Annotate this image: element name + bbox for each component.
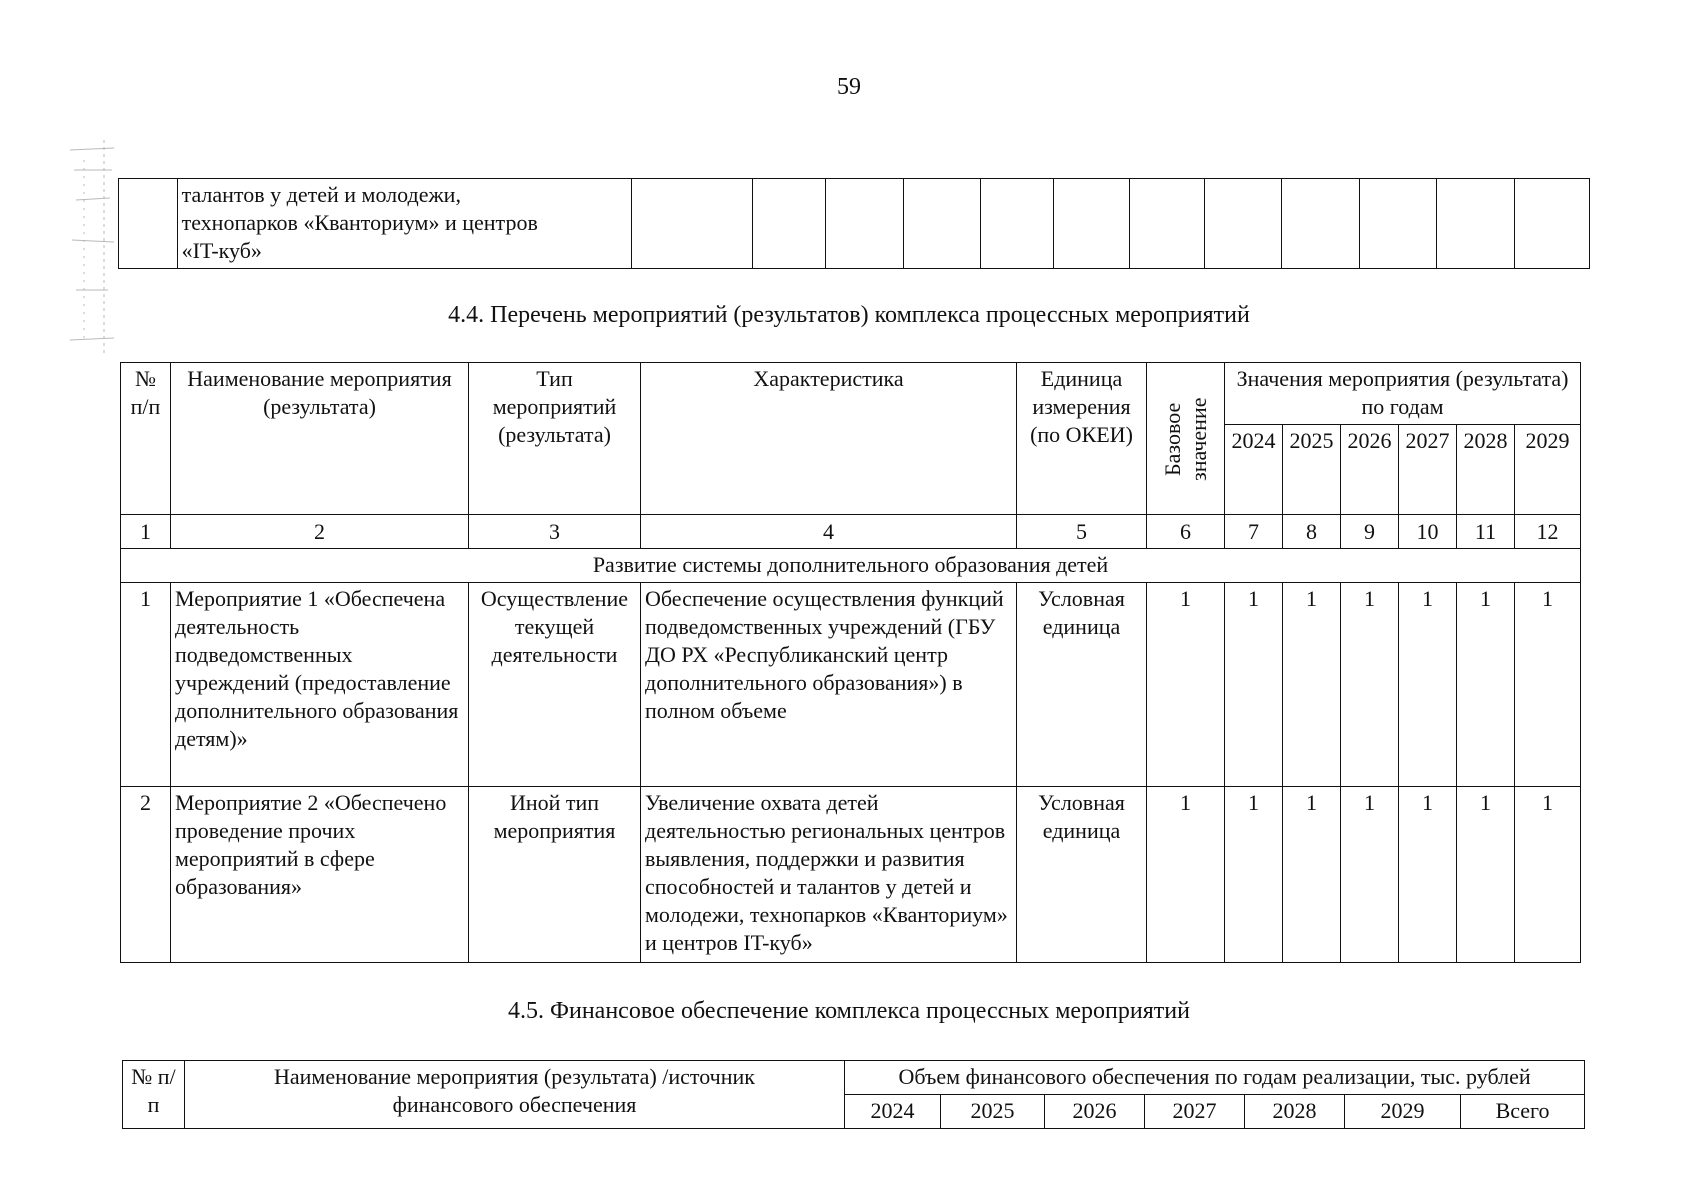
column-index: 4 [641, 515, 1017, 549]
continuation-num-cell [119, 179, 178, 269]
row-base: 1 [1147, 787, 1225, 963]
row-value: 1 [1341, 583, 1399, 787]
row-base: 1 [1147, 583, 1225, 787]
row-unit: Условная единица [1017, 787, 1147, 963]
continuation-table [118, 178, 1590, 269]
column-index: 6 [1147, 515, 1225, 549]
column-index: 2 [171, 515, 469, 549]
row-type: Осуществление текущей деятельности [469, 583, 641, 787]
row-value: 1 [1457, 583, 1515, 787]
finance-header-year: 2029 [1345, 1095, 1461, 1129]
page-number: 59 [837, 74, 861, 100]
empty-cell [981, 179, 1054, 269]
header-year: 2024 [1225, 425, 1283, 515]
row-name: Мероприятие 1 «Обеспечена деятельность подведомственных учреждений (предоставление дополнительного образования детям)» [171, 583, 469, 787]
finance-header-total: Всего [1461, 1095, 1585, 1129]
column-index: 11 [1457, 515, 1515, 549]
column-index: 10 [1399, 515, 1457, 549]
row-unit: Условная единица [1017, 583, 1147, 787]
finance-header-num: № п/п [123, 1061, 185, 1129]
header-num: № п/п [121, 363, 171, 515]
continuation-line-3: «IT-куб» [181, 238, 262, 263]
empty-cell [1204, 179, 1281, 269]
row-value: 1 [1341, 787, 1399, 963]
continuation-line-1: талантов у детей и молодежи, [181, 182, 461, 207]
finance-header-volume: Объем финансового обеспечения по годам реализации, тыс. рублей [845, 1061, 1585, 1095]
section-4-4-title: 4.4. Перечень мероприятий (результатов) комплекса процессных мероприятий [448, 302, 1250, 328]
empty-cell [826, 179, 903, 269]
row-characteristic: Увеличение охвата детей деятельностью региональных центров выявления, поддержки и развития способностей и талантов у детей и молодежи, технопарков «Кванториум» и центров IT-куб» [641, 787, 1017, 963]
empty-cell [631, 179, 752, 269]
finance-header-year: 2028 [1245, 1095, 1345, 1129]
row-value: 1 [1283, 787, 1341, 963]
finance-header-name: Наименование мероприятия (результата) /источник финансового обеспечения [185, 1061, 845, 1129]
header-base-cell [1147, 363, 1225, 515]
row-value: 1 [1225, 787, 1283, 963]
row-value: 1 [1399, 787, 1457, 963]
header-characteristic: Характеристика [641, 363, 1017, 515]
header-base: Базовое значение [1159, 396, 1211, 481]
continuation-line-2: технопарков «Кванториум» и центров [181, 210, 538, 235]
header-year: 2025 [1283, 425, 1341, 515]
row-characteristic: Обеспечение осуществления функций подведомственных учреждений (ГБУ ДО РХ «Республиканский центр дополнительного образования») в полном объеме [641, 583, 1017, 787]
row-name: Мероприятие 2 «Обеспечено проведение прочих мероприятий в сфере образования» [171, 787, 469, 963]
continuation-text-cell [177, 179, 631, 269]
finance-table [122, 1060, 1585, 1129]
header-type: Тип мероприятий (результата) [469, 363, 641, 515]
empty-cell [1359, 179, 1436, 269]
header-year: 2026 [1341, 425, 1399, 515]
empty-cell [1437, 179, 1514, 269]
finance-header-year: 2026 [1045, 1095, 1145, 1129]
header-year: 2027 [1399, 425, 1457, 515]
row-value: 1 [1225, 583, 1283, 787]
column-index: 7 [1225, 515, 1283, 549]
row-value: 1 [1515, 583, 1581, 787]
table-row [121, 583, 1581, 787]
row-value: 1 [1283, 583, 1341, 787]
header-values-by-year: Значения мероприятия (результата) по годам [1225, 363, 1581, 425]
measures-table [120, 362, 1581, 963]
row-value: 1 [1515, 787, 1581, 963]
column-index: 3 [469, 515, 641, 549]
table-row [121, 787, 1581, 963]
header-year: 2029 [1515, 425, 1581, 515]
section-4-5-title: 4.5. Финансовое обеспечение комплекса процессных мероприятий [508, 998, 1190, 1024]
header-unit: Единица измерения (по ОКЕИ) [1017, 363, 1147, 515]
column-index: 5 [1017, 515, 1147, 549]
empty-cell [1054, 179, 1129, 269]
empty-cell [753, 179, 826, 269]
empty-cell [1514, 179, 1589, 269]
row-value: 1 [1399, 583, 1457, 787]
empty-cell [1129, 179, 1204, 269]
empty-cell [1282, 179, 1359, 269]
empty-cell [903, 179, 980, 269]
column-index: 9 [1341, 515, 1399, 549]
header-year: 2028 [1457, 425, 1515, 515]
finance-header-year: 2025 [941, 1095, 1045, 1129]
group-title: Развитие системы дополнительного образования детей [121, 549, 1581, 583]
column-index: 8 [1283, 515, 1341, 549]
column-index: 1 [121, 515, 171, 549]
column-index: 12 [1515, 515, 1581, 549]
finance-header-year: 2024 [845, 1095, 941, 1129]
row-num: 1 [121, 583, 171, 787]
header-name: Наименование мероприятия (результата) [171, 363, 469, 515]
row-num: 2 [121, 787, 171, 963]
row-value: 1 [1457, 787, 1515, 963]
finance-header-year: 2027 [1145, 1095, 1245, 1129]
row-type: Иной тип мероприятия [469, 787, 641, 963]
